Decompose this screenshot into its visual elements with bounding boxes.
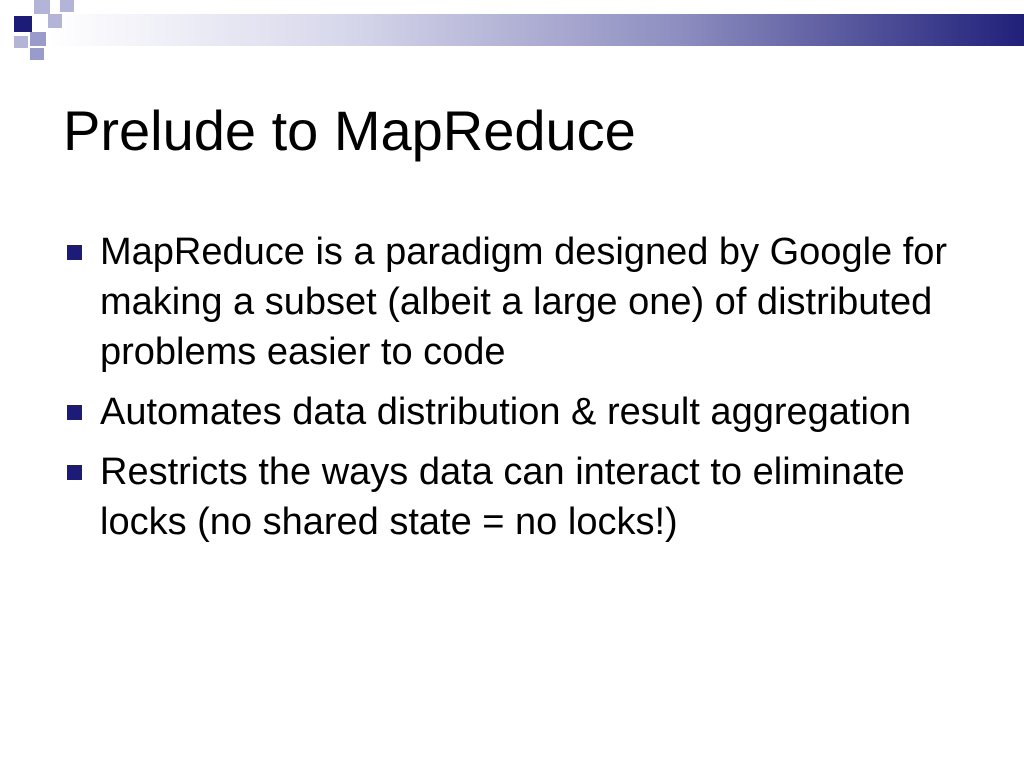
corner-square-mid	[30, 48, 44, 60]
bullet-item	[63, 227, 983, 377]
bullet-text: Automates data distribution & result aggregation	[100, 391, 912, 433]
bullet-list	[63, 227, 983, 557]
slide-title: Prelude to MapReduce	[63, 99, 636, 162]
corner-square-light	[34, 0, 50, 14]
bullet-text: Restricts the ways data can interact to eliminate locks (no shared state = no locks!)	[100, 451, 905, 543]
square-bullet-icon	[67, 465, 82, 480]
corner-square-mid	[30, 32, 46, 46]
corner-square-light	[60, 0, 74, 12]
bullet-text: MapReduce is a paradigm designed by Google for making a subset (albeit a large one) of distributed problems easier to code	[100, 231, 948, 373]
corner-square-light	[14, 36, 28, 48]
bullet-item	[63, 387, 983, 437]
header-gradient-bar	[48, 14, 1024, 46]
corner-square-dark	[14, 16, 32, 32]
square-bullet-icon	[67, 245, 82, 260]
bullet-item	[63, 447, 983, 547]
corner-square-light	[48, 14, 62, 28]
square-bullet-icon	[67, 405, 82, 420]
